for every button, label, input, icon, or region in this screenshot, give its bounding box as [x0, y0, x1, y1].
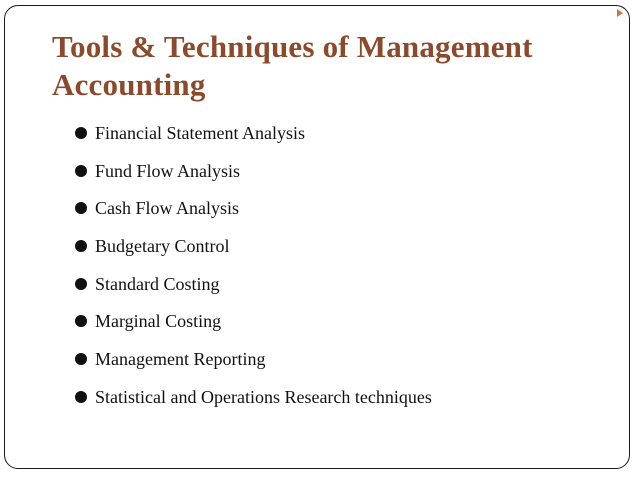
bullet-dot-icon [75, 391, 87, 403]
bullet-text: Cash Flow Analysis [95, 198, 240, 219]
bullet-item [75, 309, 432, 347]
bullet-item [75, 234, 432, 272]
bullet-dot-icon [75, 315, 87, 327]
next-arrow-icon[interactable] [617, 9, 623, 17]
bullet-text: Budgetary Control [95, 236, 230, 257]
slide [4, 5, 630, 469]
bullet-dot-icon [75, 240, 87, 252]
bullet-text: Statistical and Operations Research techniques [95, 386, 432, 407]
slide-title: Tools & Techniques of Management Accounting [52, 29, 533, 102]
bullet-item [75, 121, 432, 159]
bullet-dot-icon [75, 202, 87, 214]
bullet-list [75, 121, 432, 423]
bullet-item [75, 196, 432, 234]
bullet-dot-icon [75, 353, 87, 365]
bullet-text: Management Reporting [95, 349, 266, 370]
bullet-dot-icon [75, 127, 87, 139]
bullet-text: Financial Statement Analysis [95, 123, 305, 143]
bullet-item [75, 272, 432, 310]
bullet-text: Standard Costing [95, 273, 220, 294]
bullet-text: Fund Flow Analysis [95, 160, 241, 181]
bullet-dot-icon [75, 278, 87, 290]
bullet-text: Marginal Costing [95, 311, 222, 332]
bullet-item [75, 347, 432, 385]
bullet-item [75, 385, 432, 423]
bullet-item [75, 159, 432, 197]
bullet-dot-icon [75, 165, 87, 177]
